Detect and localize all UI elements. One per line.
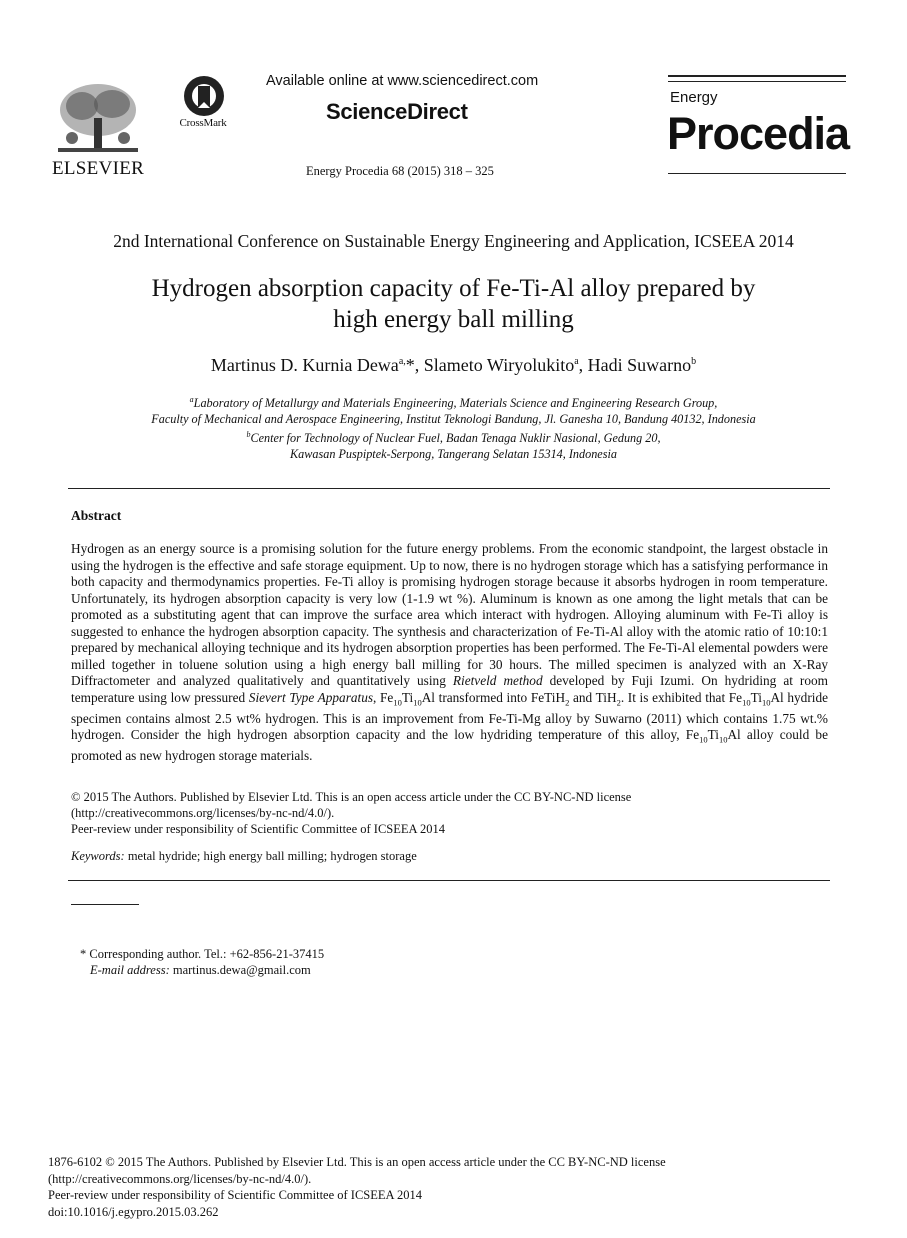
- abstract-text: [71, 541, 828, 765]
- email-address[interactable]: martinus.dewa@gmail.com: [169, 963, 311, 977]
- abstract-segment: Al hydride specimen contains almost 2.5 wt% hydrogen. This is an improvement from Fe-Ti-Mg alloy by Suwarno (2011) which contains 1.75 wt.% hydrogen. Consider the high hydrogen absorption capacity and the low hydriding temperature of this alloy, Fe: [71, 689, 828, 743]
- footer-doi[interactable]: doi:10.1016/j.egypro.2015.03.262: [48, 1204, 219, 1219]
- footnote-rule: [71, 904, 139, 905]
- divider: [68, 880, 830, 881]
- affiliation-text: Laboratory of Metallurgy and Materials Engineering, Materials Science and Engineering Research Group,: [193, 396, 718, 411]
- email-label: E-mail address:: [90, 963, 170, 977]
- author-separator: ,: [414, 355, 424, 375]
- divider: [68, 488, 830, 489]
- corresponding-mark: *: [405, 355, 415, 375]
- abstract-segment: Ti: [401, 689, 414, 705]
- journal-logo-rule-thin: [668, 81, 846, 82]
- subscript: 10: [761, 697, 771, 708]
- affiliation-mark: a: [189, 395, 194, 404]
- affiliation-a-line2: Faculty of Mechanical and Aerospace Engineering, Institut Teknologi Bandung, Jl. Ganesha 10, Bandung 40132, Indonesia: [151, 412, 756, 427]
- abstract-italic: Sievert Type Apparatus: [248, 689, 374, 705]
- abstract-segment: Hydrogen as an energy source is a promising solution for the future energy problems. From the economic standpoint, the largest obstacle in using the hydrogen is the effective and safe storage equipment. Up to now, there is no hydrogen storage which has a satisfying performance in both capacity and thermodynamics properties. Fe-Ti alloy is promising hydrogen storage because it absorbs hydrogen in room temperature. Unfortunately, its hydrogen absorption capacity is very low (1-1.9 wt %). Aluminum is known as one among the light metals that can be promoted as a substituting agent that can improve the surface area which interact with hydrogen. Alloying aluminum with Fe-Ti alloy is suggested to enhance the hydrogen absorption capacity. The synthesis and characterization of Fe-Ti-Al alloy with the atomic ratio of 10:10:1 prepared by mechanical alloying technique and its hydrogen absorption properties has been performed. The Fe-Ti-Al elemental powders were milled together in toluene solution using a high energy ball milling for 30 hours. The milled specimen is analyzed with an X-Ray Diffractometer and analyzed qualitatively and quantitatively using: [71, 541, 828, 688]
- abstract-italic: Rietveld method: [452, 673, 543, 688]
- affiliation-b-line1: [60, 427, 847, 446]
- author-list: [0, 355, 907, 376]
- abstract-segment: Al transformed into FeTiH: [421, 689, 566, 705]
- abstract-segment: and TiH: [569, 689, 617, 705]
- abstract-segment: . It is exhibited that Fe: [620, 689, 743, 705]
- corresponding-author: * Corresponding author. Tel.: +62-856-21-37415: [80, 947, 325, 961]
- peer-review-line: Peer-review under responsibility of Scientific Committee of ICSEEA 2014: [71, 822, 445, 836]
- keywords-list: metal hydride; high energy ball milling; hydrogen storage: [124, 849, 417, 863]
- subscript: 10: [393, 697, 402, 708]
- affiliation-a-line1: [60, 392, 847, 411]
- elsevier-wordmark: ELSEVIER: [52, 158, 145, 179]
- available-online-text[interactable]: Available online at www.sciencedirect.com: [266, 73, 539, 89]
- journal-citation: Energy Procedia 68 (2015) 318 – 325: [306, 164, 494, 178]
- subscript: 10: [699, 734, 708, 745]
- author-affiliation-mark: b: [691, 356, 697, 367]
- affiliations: [60, 392, 847, 462]
- footer-issn-line: 1876-6102 © 2015 The Authors. Published by Elsevier Ltd. This is an open access article under the CC BY-NC-ND license: [48, 1155, 666, 1169]
- subscript: 2: [565, 697, 570, 708]
- author-separator: ,: [578, 355, 588, 375]
- author-name: Martinus D. Kurnia Dewa: [210, 355, 399, 375]
- copyright-line: © 2015 The Authors. Published by Elsevier Ltd. This is an open access article under the CC BY-NC-ND license: [71, 790, 632, 804]
- affiliation-mark: b: [246, 430, 251, 440]
- crossmark-label: CrossMark: [179, 117, 227, 129]
- copyright-block: [71, 789, 828, 837]
- journal-logo-energy: Energy: [670, 89, 718, 106]
- page-footer: [48, 1154, 808, 1220]
- subscript: 2: [616, 697, 621, 708]
- keywords: [71, 849, 417, 864]
- author-name: Slameto Wiryolukito: [423, 355, 575, 375]
- sciencedirect-logo: ScienceDirect: [326, 99, 468, 124]
- abstract-segment: developed by Fuji Izumi. On hydriding at room temperature using low pressured: [71, 673, 829, 705]
- email-line: [80, 962, 324, 978]
- abstract-heading: Abstract: [71, 508, 122, 523]
- subscript: 10: [718, 734, 728, 745]
- title-line-1: Hydrogen absorption capacity of Fe-Ti-Al alloy prepared by: [151, 275, 756, 302]
- abstract-segment: Ti: [750, 689, 762, 705]
- abstract-segment: Ti: [707, 727, 719, 743]
- corresponding-footnote: [80, 946, 324, 978]
- footer-license-link[interactable]: (http://creativecommons.org/licenses/by-nc-nd/4.0/).: [48, 1171, 312, 1186]
- footer-peer-review: Peer-review under responsibility of Scientific Committee of ICSEEA 2014: [48, 1188, 422, 1202]
- paper-title: [60, 273, 847, 335]
- conference-name: 2nd International Conference on Sustainable Energy Engineering and Application, ICSEEA 2014: [113, 231, 794, 251]
- author-affiliation-mark: a,: [398, 356, 406, 367]
- journal-logo-rule-bottom: [668, 173, 846, 174]
- abstract-segment: Al alloy could be promoted as new hydrogen storage materials.: [71, 727, 828, 764]
- journal-logo-procedia: Procedia: [667, 108, 850, 159]
- subscript: 10: [742, 697, 751, 708]
- title-line-2: high energy ball milling: [333, 306, 574, 333]
- journal-logo-rule: [668, 75, 846, 77]
- affiliation-text: Center for Technology of Nuclear Fuel, Badan Tenaga Nuklir Nasional, Gedung 20,: [250, 431, 661, 446]
- author-affiliation-mark: a: [574, 356, 579, 367]
- license-link[interactable]: (http://creativecommons.org/licenses/by-nc-nd/4.0/).: [71, 806, 335, 820]
- subscript: 10: [413, 697, 422, 708]
- author-name: Hadi Suwarno: [587, 355, 692, 375]
- affiliation-b-line2: Kawasan Puspiptek-Serpong, Tangerang Selatan 15314, Indonesia: [290, 447, 617, 462]
- abstract-segment: , Fe: [373, 689, 394, 705]
- keywords-label: Keywords:: [71, 849, 125, 863]
